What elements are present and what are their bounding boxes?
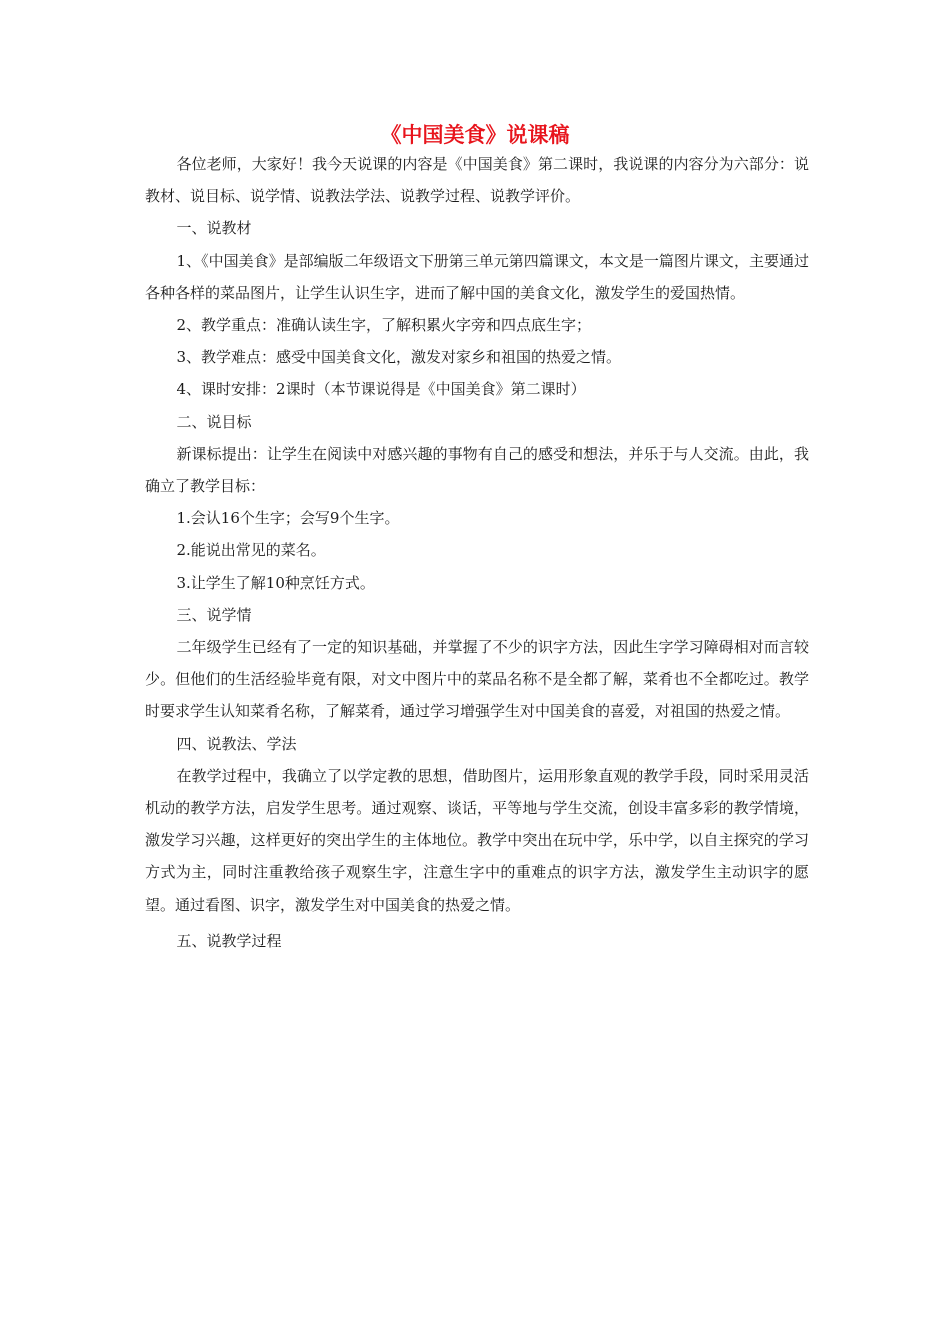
paragraph: 4、课时安排：2课时（本节课说得是《中国美食》第二课时）	[176, 380, 586, 399]
section-heading-1: 一、说教材	[176, 219, 252, 238]
paragraph-intro: 各位老师，大家好！我今天说课的内容是《中国美食》第二课时，我说课的内容分为六部分：说教材、说目标、说学情、说教法学法、说教学过程、说教学评价。	[145, 155, 809, 206]
section-heading-5: 五、说教学过程	[176, 931, 282, 950]
paragraph: 二年级学生已经有了一定的知识基础，并掌握了不少的识字方法，因此生字学习障碍相对而言较少。但他们的生活经验毕竟有限，对文中图片中的菜品名称不是全都了解，菜肴也不全都吃过。教学时要求学生认知菜肴名称，了解菜肴，通过学习增强学生对中国美食的喜爱，对祖国的热爱之情。	[145, 638, 809, 721]
document-title: 《中国美食》说课稿	[380, 123, 570, 147]
paragraph: 1、《中国美食》是部编版二年级语文下册第三单元第四篇课文，本文是一篇图片课文，主要通过各种各样的菜品图片，让学生认识生字，进而了解中国的美食文化，激发学生的爱国热情。	[145, 251, 809, 302]
list-item: 1.会认16个生字；会写9个生字。	[176, 509, 400, 528]
section-heading-2: 二、说目标	[176, 412, 252, 431]
paragraph: 3、教学难点：感受中国美食文化，激发对家乡和祖国的热爱之情。	[176, 348, 622, 367]
list-item: 2.能说出常见的菜名。	[176, 541, 326, 560]
paragraph: 2、教学重点：准确认读生字，了解积累火字旁和四点底生字；	[176, 316, 592, 335]
document-body	[145, 148, 809, 957]
paragraph: 在教学过程中，我确立了以学定教的思想，借助图片，运用形象直观的教学手段，同时采用灵活机动的教学方法，启发学生思考。通过观察、谈话，平等地与学生交流，创设丰富多彩的教学情境，激发学习兴趣，这样更好的突出学生的主体地位。教学中突出在玩中学，乐中学，以自主探究的学习方式为主，同时注重教给孩子观察生字，注意生字中的重难点的识字方法，激发学生主动识字的愿望。通过看图、识字，激发学生对中国美食的热爱之情。	[145, 766, 809, 914]
list-item: 3.让学生了解10种烹饪方式。	[176, 573, 375, 592]
section-heading-3: 三、说学情	[176, 605, 252, 624]
section-heading-4: 四、说教法、学法	[176, 734, 297, 753]
paragraph: 新课标提出：让学生在阅读中对感兴趣的事物有自己的感受和想法，并乐于与人交流。由此，我确立了教学目标：	[145, 444, 809, 496]
